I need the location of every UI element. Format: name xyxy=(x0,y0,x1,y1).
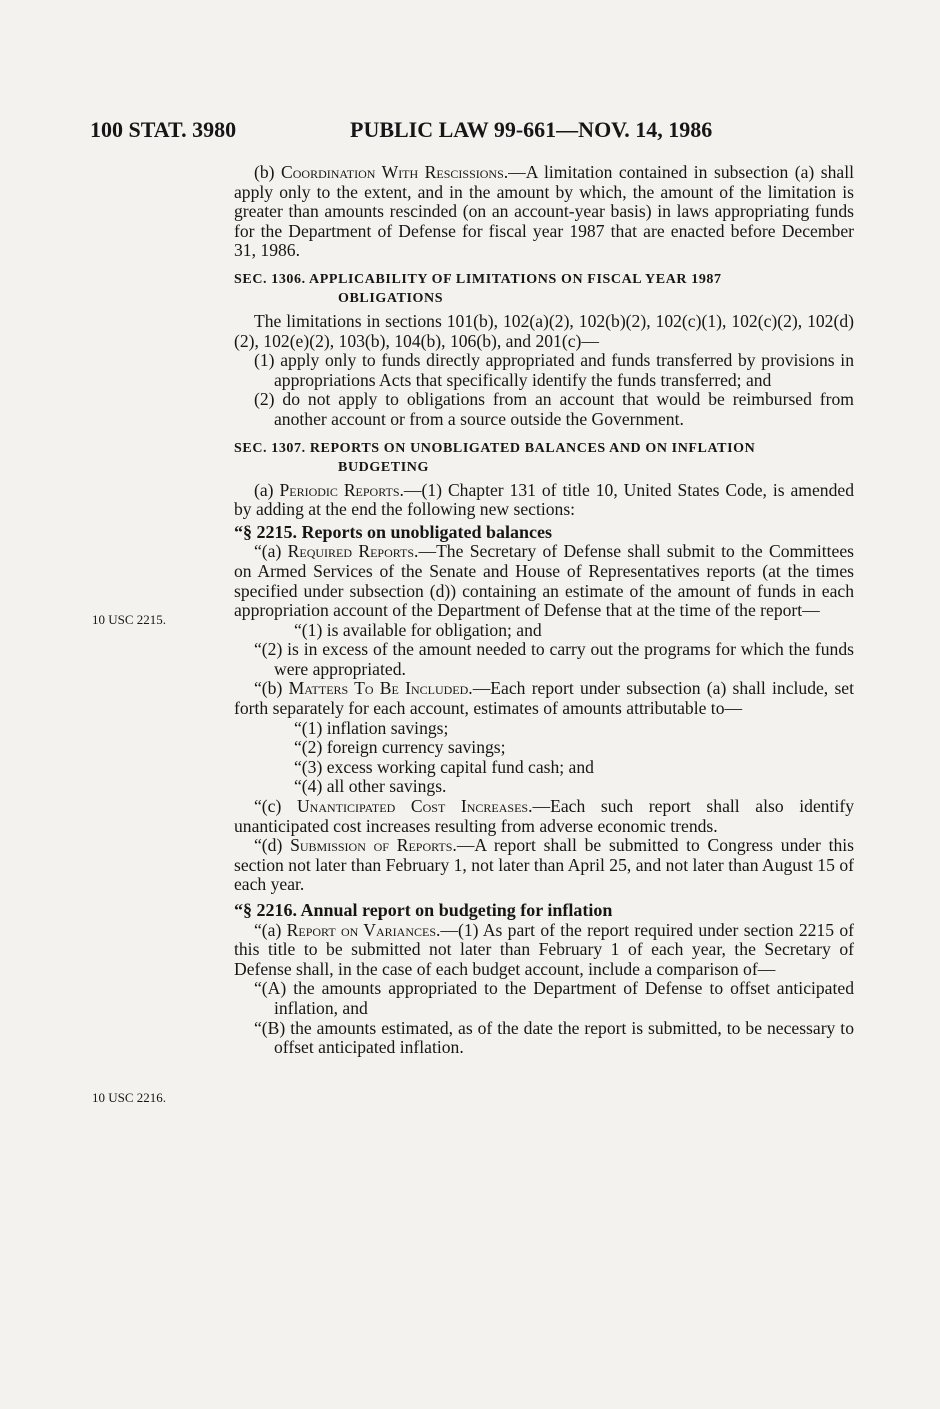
section-1306-heading: SEC. 1306. APPLICABILITY OF LIMITATIONS ON FISCAL YEAR 1987 OBLIGATIONS xyxy=(234,271,722,306)
matters-item-2: “(2) foreign currency savings; xyxy=(294,737,506,758)
submission-heading: Submission of Reports. xyxy=(290,835,457,856)
unanticipated-costs-heading: Unanticipated Cost Increases. xyxy=(296,796,533,817)
matters-item-1: “(1) inflation savings; xyxy=(294,717,449,738)
unanticipated-costs-paragraph: “(c) Unanticipated Cost Increases.—Each such report shall also identify unanticipated cost increases resulting from adverse economic trends. xyxy=(234,796,854,836)
public-law-title: PUBLIC LAW 99-661—NOV. 14, 1986 xyxy=(350,117,713,142)
section-1306-item-2: (2) do not apply to obligations from an account that would be reimbursed from another account or from a source outside the Government. xyxy=(254,389,854,429)
margin-note-2216: 10 USC 2216. xyxy=(92,1090,167,1105)
periodic-reports-heading: Periodic Reports. xyxy=(279,479,404,500)
section-2216-heading: “§ 2216. Annual report on budgeting for inflation xyxy=(234,900,613,920)
section-1306-item-1: (1) apply only to funds directly appropriated and funds transferred by provisions in appropriations Acts that specifically identify the funds transferred; and xyxy=(254,350,854,390)
section-1307-heading: SEC. 1307. REPORTS ON UNOBLIGATED BALANCES AND ON INFLATION BUDGETING xyxy=(234,440,756,475)
matters-included-paragraph: “(b) Matters To Be Included.—Each report under subsection (a) shall include, set forth separately for each account, estimates of amounts attributable to— xyxy=(234,678,854,719)
document-body xyxy=(234,163,854,1058)
section-1306-intro: The limitations in sections 101(b), 102(a)(2), 102(b)(2), 102(c)(1), 102(c)(2), 102(d)(2), 102(e)(2), 103(b), 104(b), 106(b), and 201(c)— xyxy=(234,310,854,351)
submission-paragraph: “(d) Submission of Reports.—A report shall be submitted to Congress under this section not later than February 1, not later than April 25, and not later than August 15 of each year. xyxy=(234,835,855,895)
required-reports-item-1: “(1) is available for obligation; and xyxy=(294,619,542,640)
coordination-heading: Coordination With Rescissions. xyxy=(281,162,509,182)
stat-citation: 100 STAT. 3980 xyxy=(90,117,237,142)
variances-paragraph: “(a) Report on Variances.—(1) As part of the report required under section 2215 of this title to be submitted not later than February 1 of each year, the Secretary of Defense shall, in the case of each budget account, include a comparison of— xyxy=(234,919,854,979)
variances-item-A: “(A) the amounts appropriated to the Department of Defense to offset anticipated inflation, and xyxy=(254,978,854,1018)
matters-item-4: “(4) all other savings. xyxy=(294,776,447,797)
variances-heading: Report on Variances. xyxy=(286,919,441,940)
required-reports-heading: Required Reports. xyxy=(287,541,419,562)
required-reports-item-2: “(2) is in excess of the amount needed to carry out the programs for which the funds were appropriated. xyxy=(254,639,854,679)
section-2215-heading: “§ 2215. Reports on unobligated balances xyxy=(234,521,553,542)
periodic-reports-paragraph: (a) Periodic Reports.—(1) Chapter 131 of title 10, United States Code, is amended by adding at the end the following new sections: xyxy=(234,479,854,520)
matters-included-heading: Matters To Be Included. xyxy=(288,678,473,699)
margin-note-2215: 10 USC 2215. xyxy=(92,612,167,627)
page-header xyxy=(90,113,770,147)
variances-item-B: “(B) the amounts estimated, as of the date the report is submitted, to be necessary to offset anticipated inflation. xyxy=(254,1017,854,1058)
required-reports-paragraph: “(a) Required Reports.—The Secretary of Defense shall submit to the Committees on Armed Services of the Senate and House of Representatives reports (at the times specified under subsection (d)) containing an estimate of the amount of funds in each appropriation account of the Department of Defense that at the time of the report— xyxy=(234,541,854,621)
coordination-paragraph: (b) Coordination With Rescissions.—A limitation contained in subsection (a) shall apply only to the extent, and in the amount by which, the amount of the limitation is greater than amounts rescinded (on an account-year basis) in laws appropriating funds for the Department of Defense for fiscal year 1987 that are enacted before December 31, 1986. xyxy=(234,162,854,261)
matters-item-3: “(3) excess working capital fund cash; and xyxy=(294,756,594,777)
